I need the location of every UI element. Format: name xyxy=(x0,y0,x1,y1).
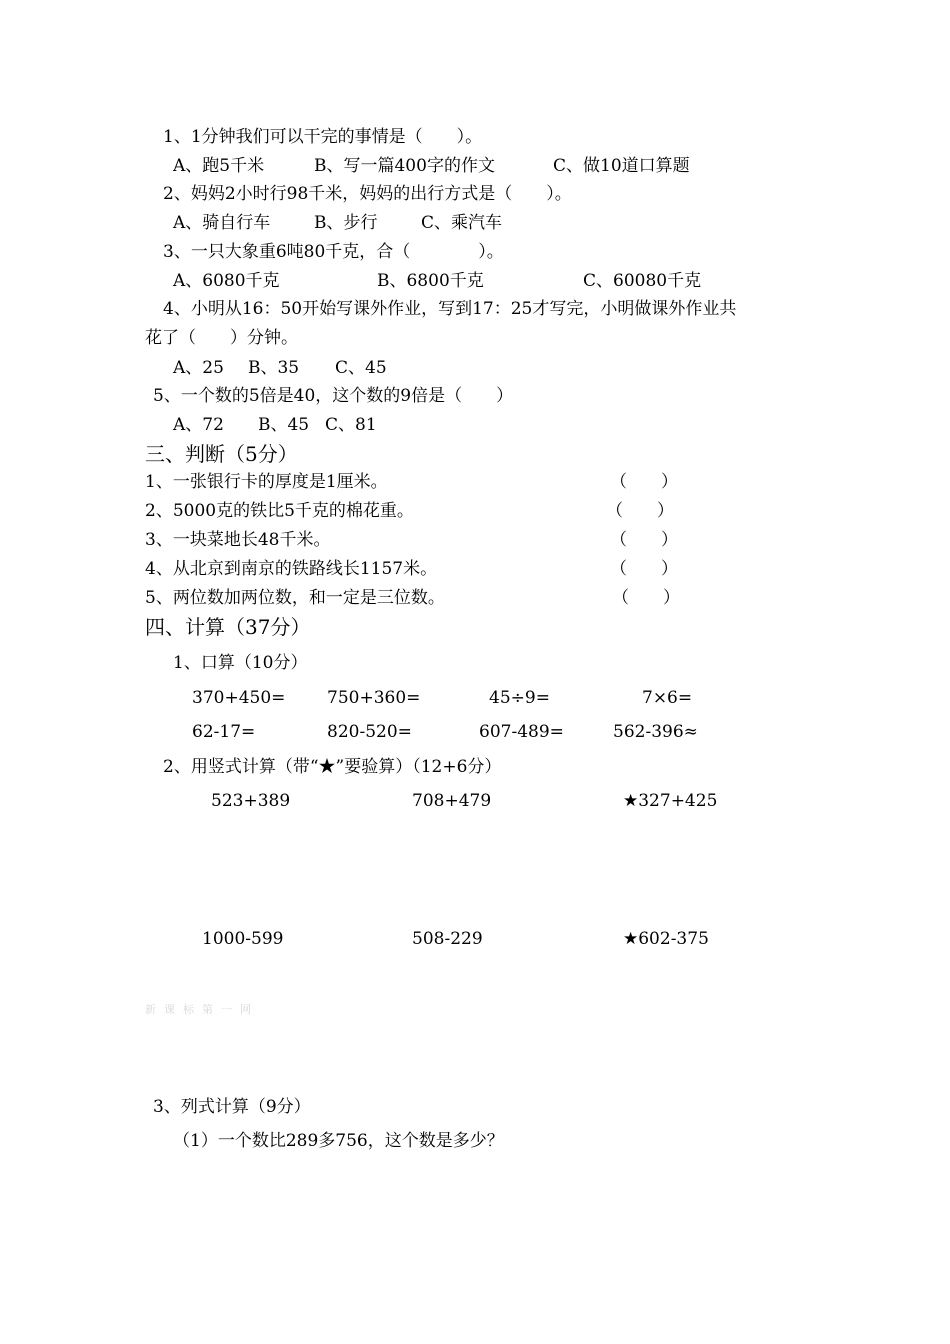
word-q1: （1）一个数比289多756，这个数是多少？ xyxy=(173,1131,504,1151)
choice-q4-option-a: A、25 xyxy=(173,358,224,378)
watermark: 新课标第一网 xyxy=(145,1003,259,1016)
judge-answer-5: （ ） xyxy=(612,588,680,608)
vertical-r2-c2: 508-229 xyxy=(412,929,483,949)
choice-q1-option-c: C、做10道口算题 xyxy=(553,156,690,176)
choice-q5-option-a: A、72 xyxy=(173,415,224,435)
vertical-r2-c1: 1000-599 xyxy=(202,929,284,949)
oral-r1-c1: 370+450= xyxy=(192,688,286,708)
judge-item-5: 5、两位数加两位数，和一定是三位数。 xyxy=(145,588,445,608)
choice-q5-option-b: B、45 xyxy=(258,415,310,435)
vertical-r1-c1: 523+389 xyxy=(211,791,291,811)
judge-item-2: 2、5000克的铁比5千克的棉花重。 xyxy=(145,501,414,521)
oral-r2-c2: 820-520= xyxy=(327,722,412,742)
choice-q1-option-a: A、跑5千米 xyxy=(173,156,265,176)
oral-r1-c4: 7×6= xyxy=(642,688,693,708)
judge-item-3: 3、一块菜地长48千米。 xyxy=(145,530,331,550)
judge-answer-1: （ ） xyxy=(610,472,678,492)
vertical-r1-c2: 708+479 xyxy=(412,791,492,811)
vertical-r2-c3: ★602-375 xyxy=(623,929,709,949)
choice-q4-option-c: C、45 xyxy=(335,358,387,378)
choice-q3-option-a: A、6080千克 xyxy=(173,271,280,291)
vertical-title: 2、用竖式计算（带“★”要验算）（12+6分） xyxy=(163,757,502,777)
oral-r2-c3: 607-489= xyxy=(479,722,564,742)
judge-answer-2: （ ） xyxy=(606,501,674,521)
choice-q1-option-b: B、写一篇400字的作文 xyxy=(314,156,495,176)
choice-q1-stem: 1、1分钟我们可以干完的事情是（ ）。 xyxy=(163,127,483,147)
choice-q2-option-c: C、乘汽车 xyxy=(421,213,503,233)
choice-q3-option-b: B、6800千克 xyxy=(377,271,484,291)
choice-q2-stem: 2、妈妈2小时行98千米，妈妈的出行方式是（ ）。 xyxy=(163,184,572,204)
judge-answer-4: （ ） xyxy=(610,559,678,579)
choice-q4-stem-line1: 4、小明从16：50开始写课外作业，写到17：25才写完，小明做课外作业共 xyxy=(163,299,737,319)
calc-heading: 四、计算（37分） xyxy=(145,615,311,639)
oral-r1-c2: 750+360= xyxy=(327,688,421,708)
choice-q4-option-b: B、35 xyxy=(248,358,300,378)
choice-q4-stem-line2: 花了（ ）分钟。 xyxy=(145,328,298,348)
judge-item-4: 4、从北京到南京的铁路线长1157米。 xyxy=(145,559,438,579)
choice-q2-option-b: B、步行 xyxy=(314,213,378,233)
word-title: 3、列式计算（9分） xyxy=(153,1097,311,1117)
oral-r2-c1: 62-17= xyxy=(192,722,256,742)
choice-q5-option-c: C、81 xyxy=(325,415,377,435)
judge-answer-3: （ ） xyxy=(610,530,678,550)
choice-q2-option-a: A、骑自行车 xyxy=(173,213,271,233)
oral-r1-c3: 45÷9= xyxy=(489,688,550,708)
vertical-r1-c3: ★327+425 xyxy=(623,791,718,811)
choice-q5-stem: 5、一个数的5倍是40，这个数的9倍是（ ） xyxy=(153,386,514,406)
choice-q3-stem: 3、一只大象重6吨80千克，合（ ）。 xyxy=(163,242,504,262)
choice-q3-option-c: C、60080千克 xyxy=(583,271,702,291)
oral-r2-c4: 562-396≈ xyxy=(613,722,698,742)
judge-item-1: 1、一张银行卡的厚度是1厘米。 xyxy=(145,472,388,492)
oral-title: 1、口算（10分） xyxy=(173,653,308,673)
judge-heading: 三、判断（5分） xyxy=(145,442,298,466)
